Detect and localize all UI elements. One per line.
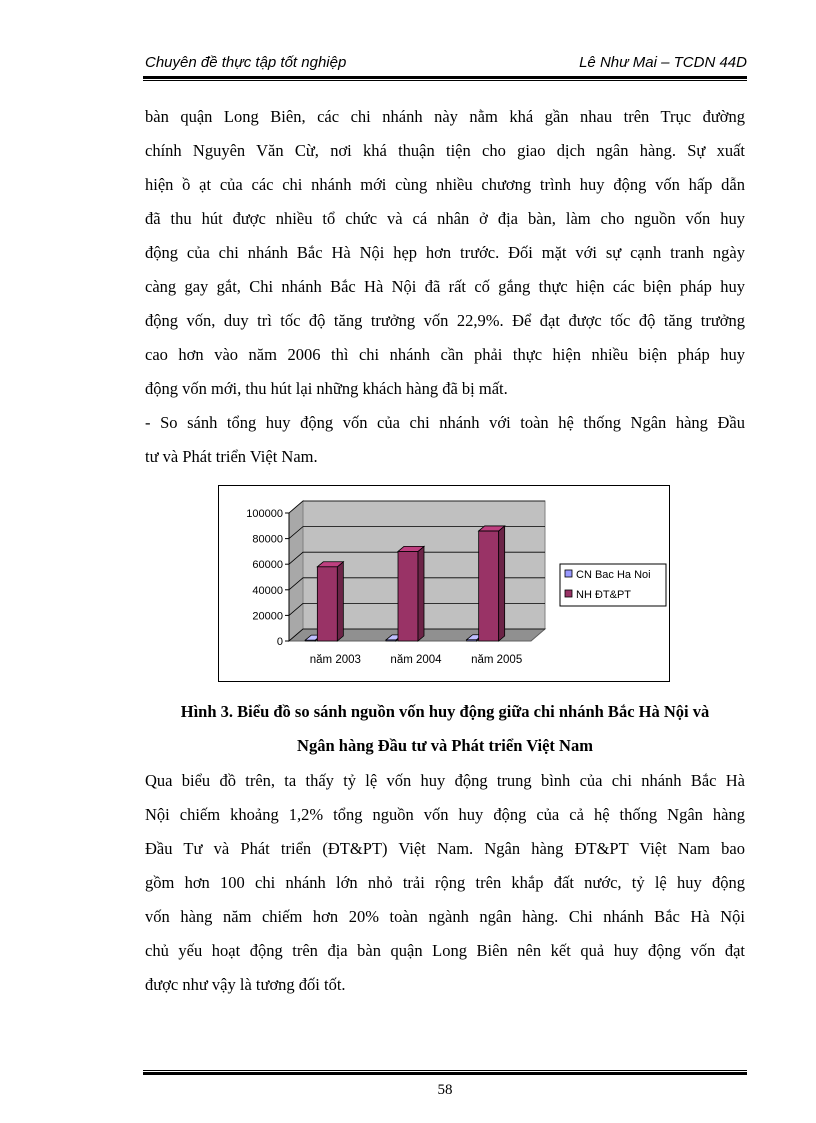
- paragraph-1: [145, 100, 745, 474]
- text-line: Đầu Tư và Phát triển (ĐT&PT) Việt Nam. Ngân hàng ĐT&PT Việt Nam bao: [145, 839, 745, 858]
- chart-x-tick-label: năm 2003: [309, 654, 361, 666]
- text-line: Qua biểu đồ trên, ta thấy tỷ lệ vốn huy động trung bình của chi nhánh Bắc Hà: [145, 771, 745, 790]
- text-line: gồm hơn 100 chi nhánh lớn nhỏ trải rộng trên khắp đất nước, tỷ lệ huy động: [145, 873, 745, 892]
- text-line: cao hơn vào năm 2006 thì chi nhánh cần phải thực hiện nhiều biện pháp huy: [145, 345, 745, 364]
- text-line: càng gay gắt, Chi nhánh Bắc Hà Nội đã rất cố gắng thực hiện các biện pháp huy: [145, 277, 745, 296]
- chart-bar-front: [398, 551, 418, 641]
- header-title: Chuyên đề thực tập tốt nghiệp: [145, 54, 347, 71]
- chart-x-tick-label: năm 2004: [390, 654, 442, 666]
- chart-side-wall: [289, 501, 303, 641]
- chart-y-tick-label: 80000: [252, 533, 283, 546]
- text-line: - So sánh tổng huy động vốn của chi nhánh với toàn hệ thống Ngân hàng Đầu: [145, 413, 745, 432]
- text-line: động của chi nhánh Bắc Hà Nội hẹp hơn trước. Đối mặt với sự cạnh tranh ngày: [145, 243, 745, 262]
- text-line: chính Nguyên Văn Cừ, nơi khá thuận tiện cho giao dịch ngân hàng. Sự xuất: [145, 141, 745, 160]
- chart-legend-swatch: [565, 590, 572, 597]
- text-line: được như vậy là tương đối tốt.: [145, 975, 346, 994]
- chart-legend-label: NH ĐT&PT: [576, 589, 631, 601]
- text-line: đã thu hút được nhiều tổ chức và cá nhân ở địa bàn, làm cho nguồn vốn huy: [145, 209, 745, 228]
- chart-bar-front: [479, 531, 499, 641]
- chart-legend-label: CN Bac Ha Noi: [576, 569, 651, 581]
- header-author: Lê Như Mai – TCDN 44D: [579, 54, 747, 71]
- header-divider: [143, 76, 747, 81]
- chart-y-tick-label: 60000: [252, 559, 283, 572]
- page-number: 58: [437, 1082, 453, 1098]
- chart-bar-side: [337, 562, 343, 641]
- text-line: chủ yếu hoạt động trên địa bàn quận Long Biên nên kết quả huy động vốn đạt: [145, 941, 745, 960]
- text-line: động vốn mới, thu hút lại những khách hàng đã bị mất.: [145, 379, 508, 398]
- chart-y-tick-label: 100000: [246, 508, 283, 520]
- text-line: tư và Phát triển Việt Nam.: [145, 447, 318, 466]
- figure-caption-line-2: Ngân hàng Đầu tư và Phát triển Việt Nam: [297, 736, 593, 755]
- text-line: hiện ồ ạt của các chi nhánh mới cùng nhiều chương trình huy động vốn hấp dẫn: [145, 175, 745, 194]
- chart-bar-side: [418, 546, 424, 641]
- footer-divider: [143, 1070, 747, 1075]
- figure-caption-line-1: Hình 3. Biểu đồ so sánh nguồn vốn huy động giữa chi nhánh Bắc Hà Nội và: [180, 702, 710, 721]
- chart-bar-front: [317, 567, 337, 641]
- text-line: Nội chiếm khoảng 1,2% tổng nguồn vốn huy động của cả hệ thống Ngân hàng: [145, 805, 745, 824]
- chart-canvas: [219, 486, 669, 681]
- text-line: bàn quận Long Biên, các chi nhánh này nằm khá gần nhau trên Trục đường: [145, 107, 745, 126]
- paragraph-2: [145, 764, 745, 1002]
- text-line: động vốn, duy trì tốc độ tăng trưởng vốn 22,9%. Để đạt được tốc độ tăng trưởng: [145, 311, 745, 330]
- chart-y-tick-label: 20000: [252, 610, 283, 623]
- chart-x-tick-label: năm 2005: [471, 654, 523, 666]
- chart-y-tick-label: 40000: [252, 584, 283, 597]
- chart-y-tick-label: 0: [276, 636, 283, 648]
- text-line: vốn hàng năm chiếm hơn 20% toàn ngành ngân hàng. Chi nhánh Bắc Hà Nội: [145, 907, 745, 926]
- chart-bar-side: [499, 526, 505, 641]
- chart-legend-swatch: [565, 570, 572, 577]
- page-header: [143, 52, 747, 76]
- comparison-chart: [218, 485, 670, 682]
